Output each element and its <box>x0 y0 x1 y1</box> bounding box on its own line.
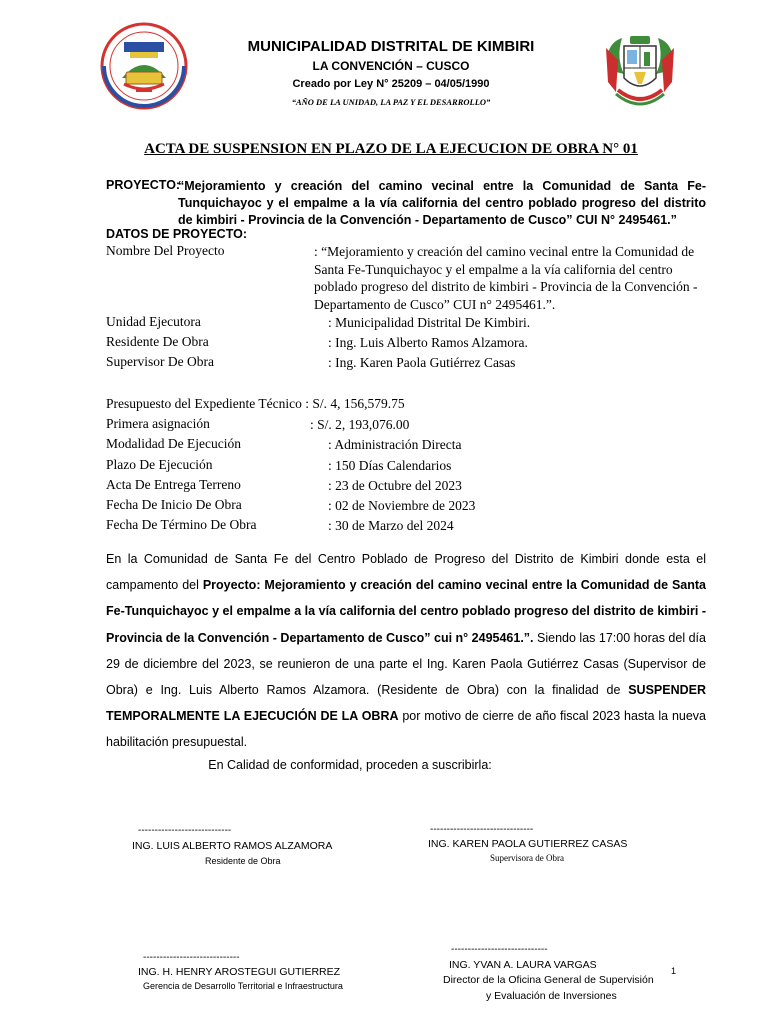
row-value-plazo: : 150 Días Calendarios <box>328 458 452 473</box>
row-value-asignacion: : S/. 2, 193,076.00 <box>310 417 410 432</box>
signature-line-3: ----------------------------- <box>143 952 240 963</box>
signature-role-1: Residente de Obra <box>205 856 281 866</box>
paragraph-project-name: Proyecto: Mejoramiento y creación del camino vecinal entre la Comunidad de Santa Fe-Tunquichayoc y el empalme a la vía california del centro poblado progreso del distrito de kimbiri - Provincia de la Convención - Departamento de Cusco” cui n° 2495461.”. <box>106 578 707 645</box>
row-label-asignacion: Primera asignación <box>106 416 210 431</box>
paragraph-part-5: por motivo de cierre de año fiscal 2023 hasta la nueva habilitación presupuestal. <box>106 709 707 750</box>
conformity-statement: En Calidad de conformidad, proceden a suscribirla: <box>208 758 492 772</box>
signature-line-1: ---------------------------- <box>138 825 232 836</box>
signature-role-4a: Director de la Oficina General de Supervisión <box>443 974 654 986</box>
municipality-title: MUNICIPALIDAD DISTRITAL DE KIMBIRI <box>247 38 535 55</box>
row-label-modalidad: Modalidad De Ejecución <box>106 436 241 451</box>
signature-role-4b: y Evaluación de Inversiones <box>486 990 617 1002</box>
row-label-entrega: Acta De Entrega Terreno <box>106 477 241 492</box>
row-value-nombre: : “Mejoramiento y creación del camino vecinal entre la Comunidad de Santa Fe-Tunquichayoc y el empalme a la vía california del centro poblado progreso del distrito de kimbiri - Provincia de la Convención - Departamento de Cusco” CUI n° 2495461.”. <box>314 244 698 312</box>
paragraph-part-1: En la Comunidad de Santa Fe del Centro Poblado de Progreso del Distrito de Kimbiri donde esta el campamento del <box>106 552 706 593</box>
page-number: 1 <box>671 966 677 976</box>
signature-name-3: ING. H. HENRY AROSTEGUI GUTIERREZ <box>138 966 341 978</box>
paragraph-suspension: SUSPENDER TEMPORALMENTE LA EJECUCIÓN DE LA OBRA <box>106 683 706 724</box>
paragraph-part-3: Siendo las 17:00 horas del día 29 de diciembre del 2023, se reunieron de una parte el Ing. Karen Paola Gutiérrez Casas (Supervisor de Obra) e Ing. Luis Alberto Ramos Alzamora. (Residente de Obra) con la finalidad de <box>106 630 706 698</box>
peru-coat-of-arms-icon <box>600 30 680 114</box>
presupuesto-label: Presupuesto del Expediente Técnico <box>106 396 302 411</box>
row-value-unidad: : Municipalidad Distrital De Kimbiri. <box>328 315 531 330</box>
proyecto-label: PROYECTO: <box>106 178 181 192</box>
signature-line-4: ----------------------------- <box>451 944 548 955</box>
signature-role-3: Gerencia de Desarrollo Territorial e Infraestructura <box>143 981 343 991</box>
row-value-modalidad: : Administración Directa <box>328 437 462 452</box>
presupuesto-row <box>106 396 405 412</box>
row-label-plazo: Plazo De Ejecución <box>106 457 213 472</box>
signature-name-2: ING. KAREN PAOLA GUTIERREZ CASAS <box>428 838 628 850</box>
row-value-residente: : Ing. Luis Alberto Ramos Alzamora. <box>328 335 528 350</box>
acta-title: ACTA DE SUSPENSION EN PLAZO DE LA EJECUCION DE OBRA N° 01 <box>144 141 638 157</box>
row-label-supervisor: Supervisor De Obra <box>106 354 214 369</box>
creation-law: Creado por Ley N° 25209 – 04/05/1990 <box>292 78 490 90</box>
row-label-nombre: Nombre Del Proyecto <box>106 243 225 258</box>
row-label-inicio: Fecha De Inicio De Obra <box>106 497 242 512</box>
presupuesto-value: : S/. 4, 156,579.75 <box>305 396 405 411</box>
body-paragraph <box>106 546 706 756</box>
row-label-unidad: Unidad Ejecutora <box>106 314 201 329</box>
row-label-residente: Residente De Obra <box>106 334 209 349</box>
row-value-supervisor: : Ing. Karen Paola Gutiérrez Casas <box>328 355 516 370</box>
province-subtitle: LA CONVENCIÓN – CUSCO <box>312 59 470 73</box>
row-value-inicio: : 02 de Noviembre de 2023 <box>328 498 476 513</box>
row-label-termino: Fecha De Término De Obra <box>106 517 257 532</box>
signature-name-4: ING. YVAN A. LAURA VARGAS <box>449 959 597 971</box>
signature-role-2: Supervisora de Obra <box>490 853 564 863</box>
row-value-entrega: : 23 de Octubre del 2023 <box>328 478 462 493</box>
signature-line-2: ------------------------------- <box>430 824 534 835</box>
signature-name-1: ING. LUIS ALBERTO RAMOS ALZAMORA <box>132 840 333 852</box>
row-value-termino: : 30 de Marzo del 2024 <box>328 518 454 533</box>
datos-proyecto-label: DATOS DE PROYECTO: <box>106 227 247 241</box>
proyecto-text: “Mejoramiento y creación del camino vecinal entre la Comunidad de Santa Fe-Tunquichayoc y el empalme a la vía california del centro poblado progreso del distrito de kimbiri - Provincia de la Convención - Departamento de Cusco” CUI N° 2495461.” <box>178 179 706 227</box>
year-motto: “AÑO DE LA UNIDAD, LA PAZ Y EL DESARROLLO” <box>291 97 491 107</box>
